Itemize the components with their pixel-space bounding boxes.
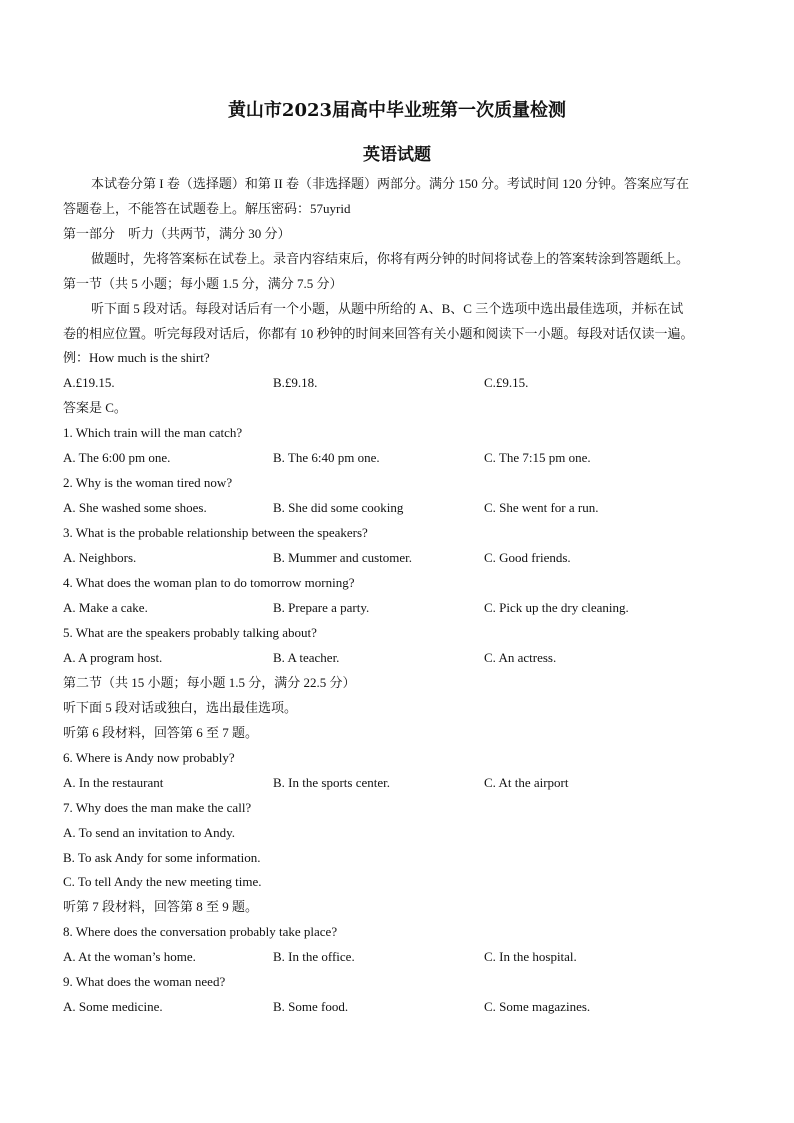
- part1-heading: 第一部分 听力（共两节，满分 30 分）: [63, 226, 291, 241]
- question-5: 5. What are the speakers probably talking about?: [63, 625, 317, 640]
- q4-option-b: B. Prepare a party.: [273, 600, 370, 615]
- q6-option-c: C. At the airport: [484, 775, 569, 790]
- question-1: 1. Which train will the man catch?: [63, 425, 243, 440]
- question-2: 2. Why is the woman tired now?: [63, 475, 233, 490]
- section1-heading: 第一节（共 5 小题；每小题 1.5 分，满分 7.5 分）: [63, 276, 343, 291]
- q9-option-a: A. Some medicine.: [63, 999, 163, 1014]
- q3-option-a: A. Neighbors.: [63, 550, 137, 565]
- section2-heading: 第二节（共 15 小题；每小题 1.5 分，满分 22.5 分）: [63, 675, 356, 690]
- example-question: 例：How much is the shirt?: [63, 350, 210, 365]
- part1-instruction: 做题时，先将答案标在试卷上。录音内容结束后，你将有两分钟的时间将试卷上的答案转涂到答题纸上。: [91, 251, 690, 266]
- q5-option-c: C. An actress.: [484, 650, 557, 665]
- example-option-c: C.£9.15.: [484, 375, 529, 390]
- intro-line-1: 本试卷分第 I 卷（选择题）和第 II 卷（非选择题）两部分。满分 150 分。考试时间 120 分钟。答案应写在: [91, 176, 689, 191]
- q1-option-b: B. The 6:40 pm one.: [273, 450, 380, 465]
- q8-option-a: A. At the woman’s home.: [63, 949, 196, 964]
- q5-option-a: A. A program host.: [63, 650, 163, 665]
- q8-option-b: B. In the office.: [273, 949, 355, 964]
- q6-option-b: B. In the sports center.: [273, 775, 390, 790]
- q9-option-b: B. Some food.: [273, 999, 349, 1014]
- material-6-note: 听第 6 段材料，回答第 6 至 7 题。: [63, 725, 259, 740]
- q3-option-b: B. Mummer and customer.: [273, 550, 413, 565]
- q7-option-b: B. To ask Andy for some information.: [63, 850, 261, 865]
- question-4: 4. What does the woman plan to do tomorrow morning?: [63, 575, 355, 590]
- q1-option-c: C. The 7:15 pm one.: [484, 450, 591, 465]
- q1-option-a: A. The 6:00 pm one.: [63, 450, 171, 465]
- q4-option-a: A. Make a cake.: [63, 600, 148, 615]
- question-9: 9. What does the woman need?: [63, 974, 226, 989]
- q2-option-b: B. She did some cooking: [273, 500, 404, 515]
- question-7: 7. Why does the man make the call?: [63, 800, 252, 815]
- section1-instruction-2: 卷的相应位置。听完每段对话后，你都有 10 秒钟的时间来回答有关小题和阅读下一小题。每段对话仅读一遍。: [63, 326, 694, 341]
- section1-instruction-1: 听下面 5 段对话。每段对话后有一个小题，从题中所给的 A、B、C 三个选项中选出最佳选项，并标在试: [91, 301, 684, 316]
- example-option-a: A.£19.15.: [63, 375, 115, 390]
- q5-option-b: B. A teacher.: [273, 650, 340, 665]
- q6-option-a: A. In the restaurant: [63, 775, 164, 790]
- example-option-b: B.£9.18.: [273, 375, 318, 390]
- q7-option-c: C. To tell Andy the new meeting time.: [63, 874, 262, 889]
- example-answer: 答案是 C。: [63, 400, 127, 415]
- q9-option-c: C. Some magazines.: [484, 999, 591, 1014]
- q8-option-c: C. In the hospital.: [484, 949, 577, 964]
- page-subtitle: 英语试题: [363, 145, 431, 165]
- q4-option-c: C. Pick up the dry cleaning.: [484, 600, 629, 615]
- page-title: 黄山市2023届高中毕业班第一次质量检测: [227, 100, 567, 121]
- q3-option-c: C. Good friends.: [484, 550, 571, 565]
- intro-line-2: 答题卷上，不能答在试题卷上。解压密码：57uyrid: [63, 201, 351, 216]
- q2-option-a: A. She washed some shoes.: [63, 500, 207, 515]
- question-3: 3. What is the probable relationship between the speakers?: [63, 525, 368, 540]
- q7-option-a: A. To send an invitation to Andy.: [63, 825, 236, 840]
- q2-option-c: C. She went for a run.: [484, 500, 599, 515]
- material-7-note: 听第 7 段材料，回答第 8 至 9 题。: [63, 899, 259, 914]
- question-6: 6. Where is Andy now probably?: [63, 750, 235, 765]
- section2-instruction: 听下面 5 段对话或独白，选出最佳选项。: [63, 700, 298, 715]
- question-8: 8. Where does the conversation probably take place?: [63, 924, 338, 939]
